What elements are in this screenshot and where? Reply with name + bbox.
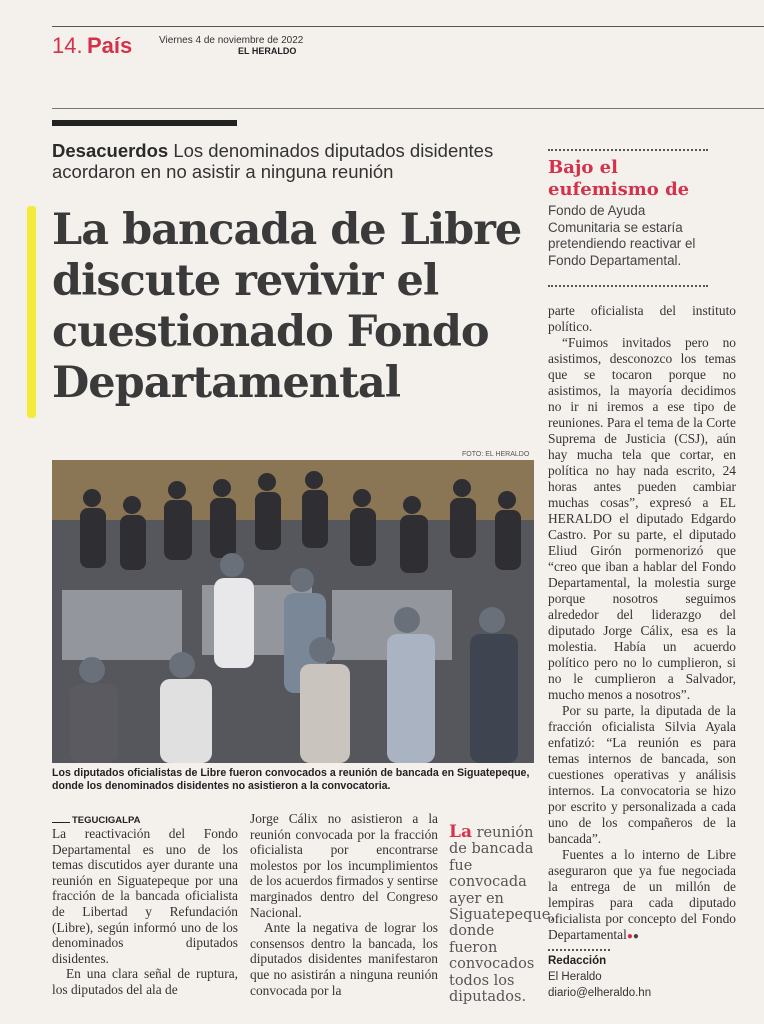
sidebar-bottom-rule: [548, 285, 708, 287]
sidebar-title: [548, 157, 689, 201]
issue-date: Viernes 4 de noviembre de 2022: [159, 35, 304, 46]
dateline-rule: [52, 822, 70, 823]
byline-rule: [548, 949, 610, 951]
byline-email[interactable]: diario@elheraldo.hn: [548, 987, 652, 999]
kicker: [52, 140, 542, 182]
header-top-rule: [52, 26, 764, 27]
right-paragraph-2: Por su parte, la diputada de la fracción oficialista Silvia Ayala enfatizó: “La reunión es para temas internos de bancada, son cuestiones operativas y análisis internos. La convocatoria se hizo por escrito y personalizada a cada uno de los compañeros de la bancada”.: [548, 703, 736, 846]
news-photo: [52, 460, 534, 763]
dateline: TEGUCIGALPA: [72, 815, 141, 826]
pull-quote: [449, 822, 555, 1006]
end-mark-icon-2: ●: [632, 931, 639, 942]
column-2: [250, 811, 438, 998]
sidebar-title-line1: Bajo el: [548, 157, 618, 178]
sidebar-top-rule: [548, 149, 708, 151]
column-1-paragraph-2: En una clara señal de ruptura, los diputados del ala de: [52, 966, 238, 997]
byline-name: El Heraldo: [548, 971, 602, 983]
sidebar-title-line2: eufemismo de: [548, 179, 690, 200]
section-title: País: [87, 33, 133, 58]
kicker-label: Desacuerdos: [52, 140, 169, 161]
header-bottom-rule: [52, 108, 764, 109]
right-paragraph-3: [548, 847, 736, 945]
photo-caption: Los diputados oficialistas de Libre fueron convocados a reunión de bancada en Siguatepeque, donde los denominados disidentes no asistieron a la convocatoria.: [52, 767, 530, 792]
byline-label: Redacción: [548, 955, 607, 967]
newspaper-name: EL HERALDO: [238, 46, 297, 56]
kicker-text: Los denominados diputados disidentes acordaron en no asistir a ninguna reunión: [52, 140, 494, 182]
kicker-bar: [52, 120, 237, 126]
column-1-paragraph-1: La reactivación del Fondo Departamental es uno de los temas discutidos ayer durante una reunión en Siguatepeque por una fracción de la bancada oficialista de Libertad y Refundación (Libre), según informó uno de los denominados diputados disidentes.: [52, 826, 238, 966]
highlight-mark: [27, 206, 36, 418]
sidebar-text: Fondo de Ayuda Comunitaria se estaría pretendiendo reactivar el Fondo Departamental.: [548, 203, 696, 268]
page-number: 14.: [52, 33, 83, 58]
right-paragraph-0: parte oficialista del instituto político.: [548, 303, 736, 334]
photo-illustration: [52, 460, 534, 763]
pull-quote-text: reunión de bancada fue convocada ayer en Siguatepeque, donde fueron convocados todos los diputados.: [449, 825, 555, 1006]
pull-quote-lead: La: [449, 822, 472, 842]
column-2-paragraph-2: Ante la negativa de lograr los consensos dentro la bancada, los diputados disidentes manifestaron que no asistirán a ninguna reunión convocada por la: [250, 920, 438, 998]
photo-credit: FOTO: EL HERALDO: [462, 451, 530, 458]
column-2-paragraph-1: Jorge Cálix no asistieron a la reunión convocada por la fracción oficialista por encontrarse molestos por los incumplimientos de los acuerdos firmados y sentirse marginados dentro del Congreso Nacional.: [250, 811, 438, 920]
right-paragraph-3-text: Fuentes a lo interno de Libre aseguraron que ya fue negociada la entrega de un millón de lempiras para cada diputado oficialista por concepto del Fondo Departamental: [548, 847, 736, 942]
end-mark-icon: ●: [626, 931, 633, 942]
headline: La bancada de Libre discute revivir el cuestionado Fondo Departamental: [52, 205, 522, 408]
right-paragraph-1: “Fuimos invitados pero no asistimos, desconozco los temas que se tocaron porque no asistimos, la mayoría decidimos no ir ni iremos a ese tipo de reuniones. Para el tema de la Corte Suprema de Justicia (CSJ), aún hay mucha tela que cortar, en política no hay nada escrito, 24 horas antes pueden cambiar muchas cosas”, expresó a EL HERALDO el diputado Edgardo Castro. Por su parte, el diputado Eliud Girón pormenorizó que “creo que iban a hablar del Fondo Departamental, la molestia surge porque nosotros seguimos alrededor del liderazgo del diputado Jorge Cálix, esa es la molestia. Había un acuerdo político pero no lo cumplieron, si no le cumplieron a Salvador, mucho menos a nosotros”.: [548, 335, 736, 702]
column-1: [52, 826, 238, 998]
right-column: [548, 303, 736, 945]
